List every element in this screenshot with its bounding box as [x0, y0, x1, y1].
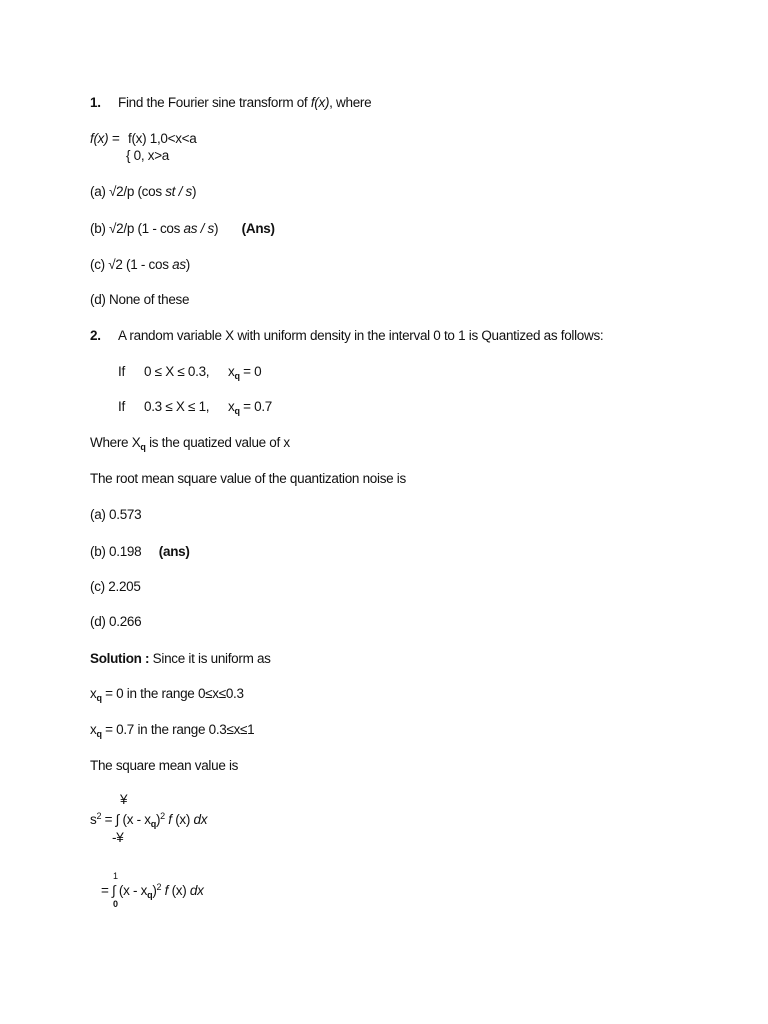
q2-rms-text: The root mean square value of the quantization noise is: [90, 471, 406, 486]
q1-question-prefix: Find the Fourier sine transform of: [118, 95, 311, 110]
q2-number: 2.: [90, 328, 101, 343]
integral-sign: ∫: [115, 812, 120, 827]
q2-condition-1: If 0 ≤ X ≤ 0.3, $x_q = 0$: [118, 364, 262, 381]
q1-option-c: (c) √2 (1 - cos as): [90, 257, 190, 272]
solution-label: Solution :: [90, 651, 150, 666]
solution-square-mean: The square mean value is: [90, 758, 239, 773]
solution-intro: Since it is uniform as: [149, 651, 271, 666]
q2-answer-badge: (ans): [158, 544, 190, 559]
q1-option-b: (b) √2/p (1 - cos as / s) (Ans): [90, 221, 275, 236]
q2-condition-2: If 0.3 ≤ X ≤ 1, $x_q = 0.7$: [118, 399, 273, 416]
eq1-lower-limit: -¥: [112, 830, 124, 845]
q2-option-d: (d) 0.266: [90, 614, 142, 629]
eq1-upper-limit: ¥: [120, 792, 128, 807]
q2-question: [90, 328, 603, 343]
q2-option-a: (a) 0.573: [90, 507, 142, 522]
q2-question-text: A random variable X with uniform density in the interval 0 to 1 is Quantized as follows:: [118, 328, 604, 343]
q2-option-b: (b) 0.198 (ans): [90, 544, 190, 559]
q1-answer-badge: (Ans): [241, 221, 275, 236]
q1-def-lhs: f(x) =: [90, 131, 120, 146]
q1-def-line2: { 0, x>a: [126, 148, 170, 163]
q1-question-fx: f(x): [310, 95, 330, 110]
q1-option-a: (a) √2/p (cos st / s): [90, 184, 197, 199]
q1-question-suffix: , where: [329, 95, 372, 110]
eq1: $s^2$ = ∫ $(x - x_q)^2$ f (x) dx: [90, 811, 208, 829]
q1-option-d: (d) None of these: [90, 292, 190, 307]
q1-question: [90, 95, 371, 110]
eq2: = ∫ $(x - x_q)^2$ f (x) dx: [101, 882, 204, 900]
solution-line-2: $x_q = 0.7$ in the range 0.3≤x≤1: [90, 722, 255, 739]
solution-heading: [90, 651, 271, 666]
eq2-lower-limit: 0: [113, 899, 118, 909]
integral-sign: ∫: [112, 883, 116, 898]
q2-option-c: (c) 2.205: [90, 579, 141, 594]
solution-line-1: $x_q = 0$ in the range 0≤x≤0.3: [90, 686, 244, 703]
q1-def-line1: f(x) 1,0<x<a: [128, 131, 197, 146]
q1-number: 1.: [90, 95, 101, 110]
eq2-upper-limit: 1: [113, 871, 118, 881]
q2-where: Where $X_q$ is the quatized value of x: [90, 435, 290, 452]
